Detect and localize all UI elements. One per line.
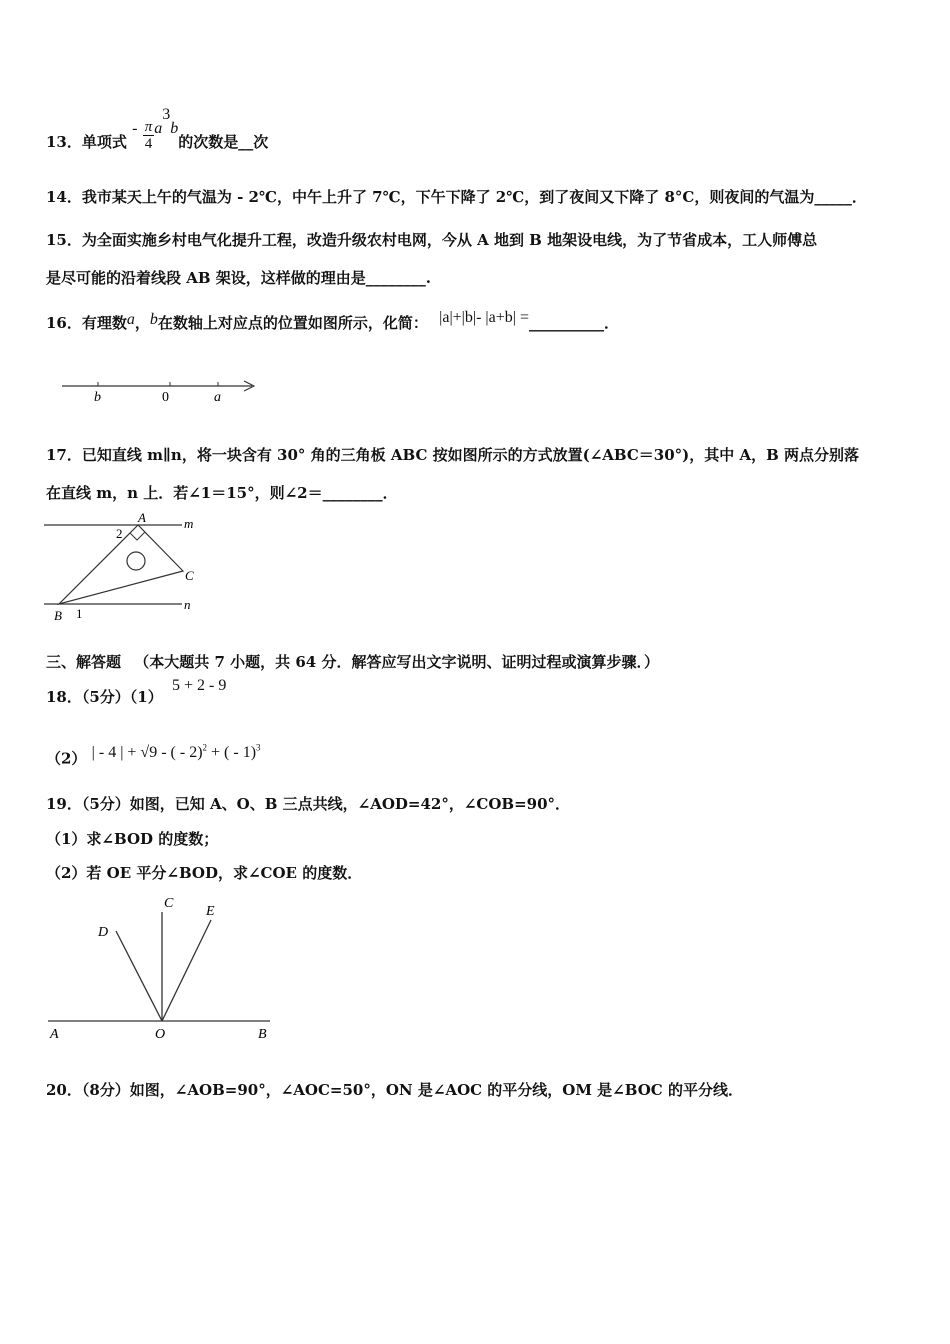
label-B: B: [258, 1027, 267, 1042]
label-A: A: [50, 1027, 59, 1042]
axis-label-b: b: [94, 390, 101, 404]
question-19-line-3: （2）若 OE 平分∠BOD，求∠COE 的度数．: [46, 864, 363, 882]
q18-label-2: （2）: [46, 749, 87, 768]
q13-frac-num: π: [144, 118, 153, 135]
q13-exp-3: 3: [162, 106, 171, 123]
question-17-line-1: 17．已知直线 m∥n，将一块含有 30° 角的三角板 ABC 按如图所示的方式放置(∠ABC＝30°)，其中 A，B 两点分别落: [46, 446, 860, 464]
q18-exp-2: 2: [202, 743, 208, 753]
q13-minus: -: [132, 120, 138, 137]
q16-var-b: b: [149, 311, 158, 328]
q16-blank: __________．: [528, 314, 619, 332]
label-two: 2: [116, 526, 123, 541]
q13-fraction: [143, 119, 155, 152]
label-C: C: [185, 568, 194, 583]
axis-label-a: a: [214, 390, 221, 404]
question-16: [46, 309, 619, 333]
label-one: 1: [76, 606, 83, 621]
q13-var-b: b: [170, 120, 179, 137]
question-19-line-1: 19．（5分）如图，已知 A、O、B 三点共线，∠AOD=42°，∠COB=90°．: [46, 795, 571, 813]
label-B: B: [54, 608, 62, 623]
section-3-title: 三、解答题: [46, 653, 122, 671]
q18-exp-3: 3: [256, 743, 261, 753]
q16-comma: ，: [134, 314, 150, 332]
ray-OD: [116, 931, 162, 1021]
q16-number: 16．有理数: [46, 314, 127, 332]
triangle-hole: [127, 552, 145, 570]
q13-number: 13．: [46, 133, 82, 151]
label-A: A: [138, 510, 146, 525]
angle-figure: [44, 890, 276, 1042]
q16-text: 在数轴上对应点的位置如图所示，化简：: [157, 314, 428, 332]
q18-expression-1: 5 + 2 - 9: [171, 677, 227, 694]
section-3-note: （本大题共 7 小题，共 64 分．解答应写出文字说明、证明过程或演算步骤．）: [134, 653, 659, 671]
section-3-heading: [46, 651, 659, 672]
triangle-figure: [42, 508, 206, 626]
question-15-line-2: 是尽可能的沿着线段 AB 架设，这样做的理由是________.: [46, 269, 431, 287]
q16-var-a: a: [126, 311, 135, 328]
q18-label: 18．（5分）（1）: [46, 688, 163, 706]
label-O: O: [155, 1027, 166, 1042]
q16-expression: |a|+|b|- |a+b| =: [439, 309, 529, 326]
question-18-part-1: [46, 675, 226, 720]
question-19-line-2: （1）求∠BOD 的度数；: [46, 830, 219, 848]
axis-label-zero: 0: [162, 390, 169, 404]
number-line-figure: [58, 374, 262, 404]
label-C: C: [164, 896, 174, 911]
right-angle-mark: [130, 532, 145, 540]
question-13: [46, 106, 269, 152]
q18-expr2-b: + ( - 1): [207, 744, 257, 762]
label-n: n: [184, 597, 191, 612]
q18-expr2-a: | - 4 | + √9 - ( - 2): [91, 744, 203, 762]
q13-frac-den: 4: [144, 135, 153, 152]
q13-var-a: a: [154, 120, 163, 137]
question-18-part-2: [46, 734, 261, 779]
question-14: 14．我市某天上午的气温为 - 2℃，中午上升了 7℃，下午下降了 2℃，到了夜间又下降了 8°C，则夜间的气温为_____．: [46, 188, 867, 206]
q13-suffix: 的次数是__次: [178, 133, 269, 151]
ray-OE: [162, 920, 211, 1021]
question-20: 20．（8分）如图，∠AOB=90°，∠AOC=50°，ON 是∠AOC 的平分线，OM 是∠BOC 的平分线．: [46, 1081, 743, 1099]
q13-prefix: 单项式: [81, 133, 127, 151]
label-E: E: [206, 904, 215, 919]
q18-expression-2: [92, 744, 261, 761]
question-17-line-2: 在直线 m，n 上．若∠1＝15°，则∠2＝________．: [46, 484, 398, 502]
label-D: D: [98, 925, 109, 940]
question-15-line-1: 15．为全面实施乡村电气化提升工程，改造升级农村电网，今从 A 地到 B 地架设电线，为了节省成本，工人师傅总: [46, 231, 818, 249]
label-m: m: [184, 516, 194, 531]
